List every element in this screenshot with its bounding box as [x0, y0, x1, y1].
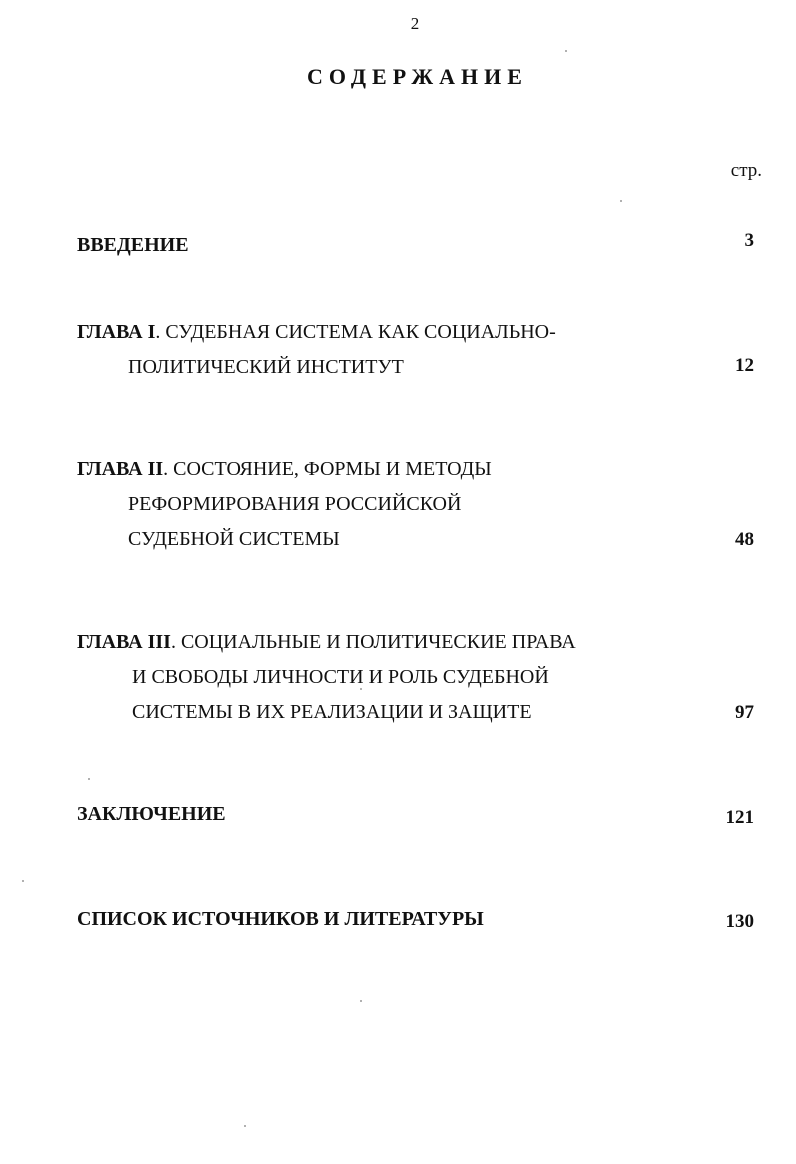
- toc-entry-bibliography[interactable]: [77, 902, 754, 937]
- toc-entry-chapter-1[interactable]: [77, 315, 754, 385]
- toc-line: [77, 452, 754, 487]
- toc-page-number: 121: [725, 807, 754, 828]
- chapter-title-line: СИСТЕМЫ В ИХ РЕАЛИЗАЦИИ И ЗАЩИТЕ: [132, 701, 532, 723]
- chapter-title-line: . СУДЕБНАЯ СИСТЕМА КАК СОЦИАЛЬНО-: [155, 321, 556, 343]
- chapter-title-line: И СВОБОДЫ ЛИЧНОСТИ И РОЛЬ СУДЕБНОЙ: [132, 666, 549, 688]
- toc-heading: СПИСОК ИСТОЧНИКОВ И ЛИТЕРАТУРЫ: [77, 908, 484, 930]
- scan-speck: [360, 1000, 362, 1002]
- scan-speck: [88, 778, 90, 780]
- chapter-title-line: ПОЛИТИЧЕСКИЙ ИНСТИТУТ: [128, 356, 404, 378]
- scan-speck: [360, 688, 362, 690]
- toc-page-number: 12: [735, 355, 754, 376]
- page-title: СОДЕРЖАНИЕ: [307, 64, 528, 89]
- toc-heading: ЗАКЛЮЧЕНИЕ: [77, 803, 226, 825]
- scan-speck: [22, 880, 24, 882]
- toc-page-number: 3: [744, 230, 754, 251]
- toc-heading: ВВЕДЕНИЕ: [77, 234, 189, 256]
- toc-line: [77, 625, 754, 660]
- toc-entry-chapter-3[interactable]: [77, 625, 754, 730]
- chapter-label: ГЛАВА I: [77, 321, 156, 343]
- scan-speck: [620, 200, 622, 202]
- toc-entry-introduction[interactable]: [77, 228, 754, 263]
- toc-entry-conclusion[interactable]: [77, 797, 754, 832]
- chapter-title-line: РЕФОРМИРОВАНИЯ РОССИЙСКОЙ: [128, 493, 462, 515]
- chapter-title-line: СУДЕБНОЙ СИСТЕМЫ: [128, 528, 340, 550]
- chapter-title-line: . СОСТОЯНИЕ, ФОРМЫ И МЕТОДЫ: [163, 458, 492, 480]
- scan-speck: [244, 1125, 246, 1127]
- scan-speck: [565, 50, 567, 52]
- chapter-label: ГЛАВА III: [77, 631, 171, 653]
- toc-page-number: 130: [725, 911, 754, 932]
- toc-page-number: 97: [735, 702, 754, 723]
- toc-line: [77, 315, 754, 350]
- page-column-label: стр.: [730, 160, 762, 181]
- page-number: 2: [410, 14, 420, 33]
- chapter-title-line: . СОЦИАЛЬНЫЕ И ПОЛИТИЧЕСКИЕ ПРАВА: [170, 631, 576, 653]
- toc-entry-chapter-2[interactable]: [77, 452, 754, 557]
- chapter-label: ГЛАВА II: [77, 458, 164, 480]
- toc-page-number: 48: [735, 529, 754, 550]
